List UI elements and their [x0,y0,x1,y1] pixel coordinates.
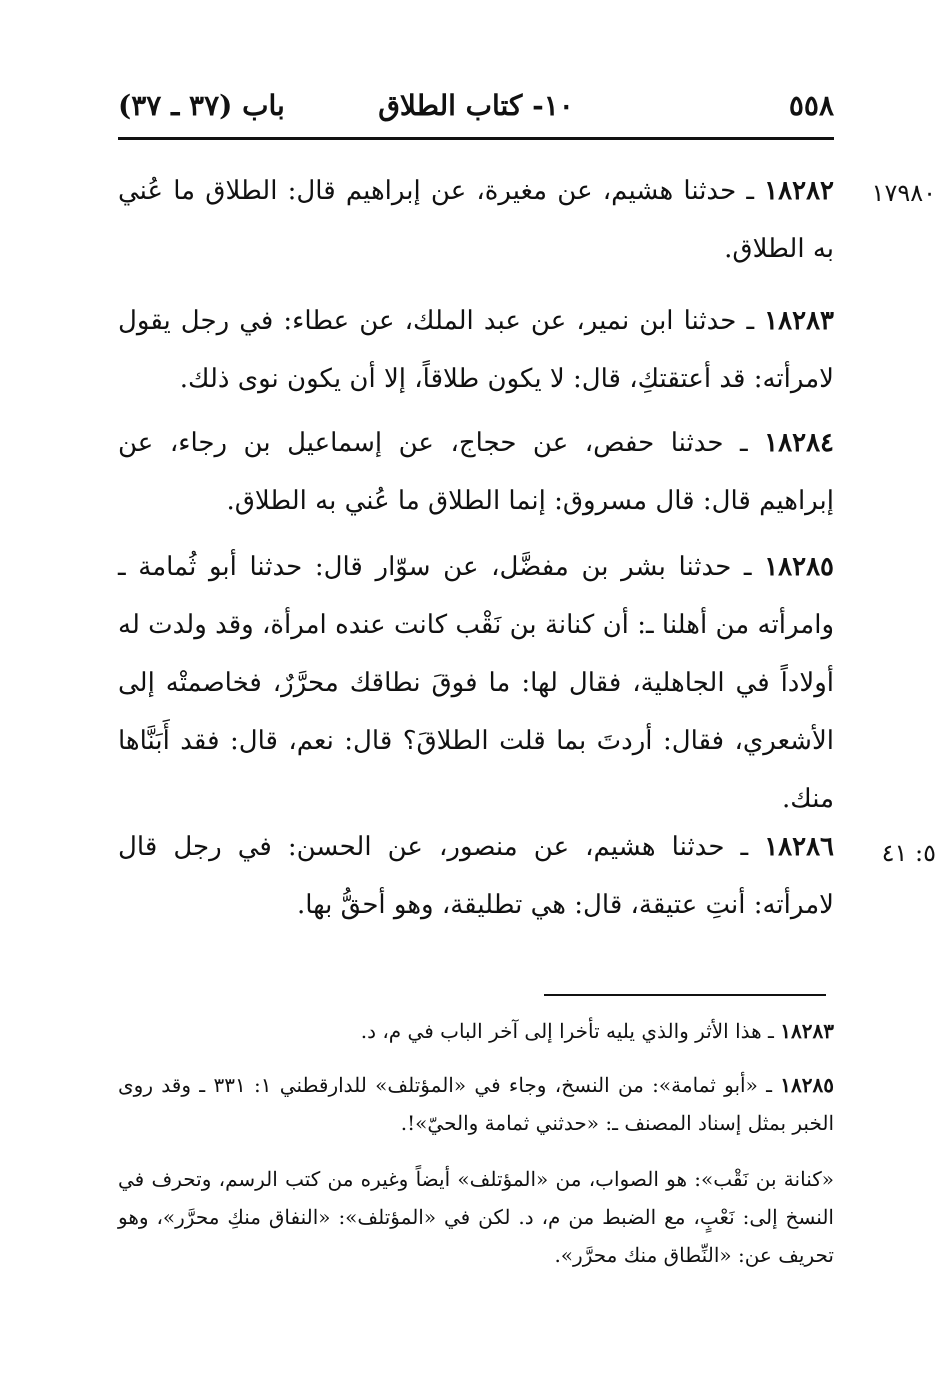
chapter-reference: باب (٣٧ ـ ٣٧) [118,89,285,122]
margin-number: ١٧٩٨٠ [871,179,936,207]
hadith-entry [118,538,834,828]
hadith-entry [118,818,834,934]
entry-text: ـ حدثنا ابن نمير، عن عبد الملك، عن عطاء: في رجل يقول لامرأته: قد أعتقتكِ، قال: لا يكون طلاقاً، إلا أن يكون نوى ذلك. [118,306,834,394]
entry-text: ـ حدثنا حفص، عن حجاج، عن إسماعيل بن رجاء، عن إبراهيم قال: قال مسروق: إنما الطلاق ما عُني به الطلاق. [118,428,834,516]
page-number: ٥٥٨ [788,89,834,122]
hadith-entry [118,292,834,408]
entry-text: ـ حدثنا هشيم، عن مغيرة، عن إبراهيم قال: الطلاق ما عُني به الطلاق. [118,176,834,264]
entry-number: ١٨٢٨٥ [764,552,835,582]
footnote-number: ١٨٢٨٣ [780,1019,834,1043]
hadith-entry [118,414,834,530]
footnote [118,1012,834,1050]
footnote-rule [544,994,826,996]
footnote-text: «كنانة بن نَقْب»: هو الصواب، من «المؤتلف» أيضاً وغيره من كتب الرسم، وتحرف في النسخ إلى: نَعْبٍ، مع الضبط من م، د. لكن في «المؤتلف»: «النفاق منكِ محرَّر»، وهو تحريف عن: «النِّطاق منك محرَّر». [118,1167,834,1267]
footnote [118,1066,834,1142]
entry-number: ١٨٢٨٤ [764,428,834,458]
margin-reference: ٥: ٤١ [881,839,936,867]
footnote [118,1160,834,1274]
entry-number: ١٨٢٨٣ [764,306,834,336]
footnote-text: ـ هذا الأثر والذي يليه تأخرا إلى آخر الباب في م، د. [360,1019,774,1043]
hadith-entry [118,162,834,278]
entry-text: ـ حدثنا بشر بن مفضَّل، عن سوّار قال: حدثنا أبو ثُمامة ـ وامرأته من أهلنا ـ: أن كنانة بن نَقْب كانت عنده امرأة، وقد ولدت له أولاداً في الجاهلية، فقال لها: ما فوقَ نطاقك محرَّرٌ، فخاصمتْه إلى الأشعري، فقال: أردتَ بما قلت الطلاقَ؟ قال: نعم، قال: فقد أَبَنَّاها منك. [118,552,834,814]
running-header [118,88,834,130]
footnote-number: ١٨٢٨٥ [780,1073,834,1097]
entry-text: ـ حدثنا هشيم، عن منصور، عن الحسن: في رجل قال لامرأته: أنتِ عتيقة، قال: هي تطليقة، وهو أحقُّ بها. [118,832,834,920]
book-title: ١٠- كتاب الطلاق [378,89,574,122]
entry-number: ١٨٢٨٢ [764,176,834,206]
header-rule [118,137,834,140]
entry-number: ١٨٢٨٦ [764,832,835,862]
footnote-text: ـ «أبو ثمامة»: من النسخ، وجاء في «المؤتلف» للدارقطني ١: ٣٣١ ـ وقد روى الخبر بمثل إسناد المصنف ـ: «حدثني ثمامة والحيّ»!. [118,1073,834,1135]
